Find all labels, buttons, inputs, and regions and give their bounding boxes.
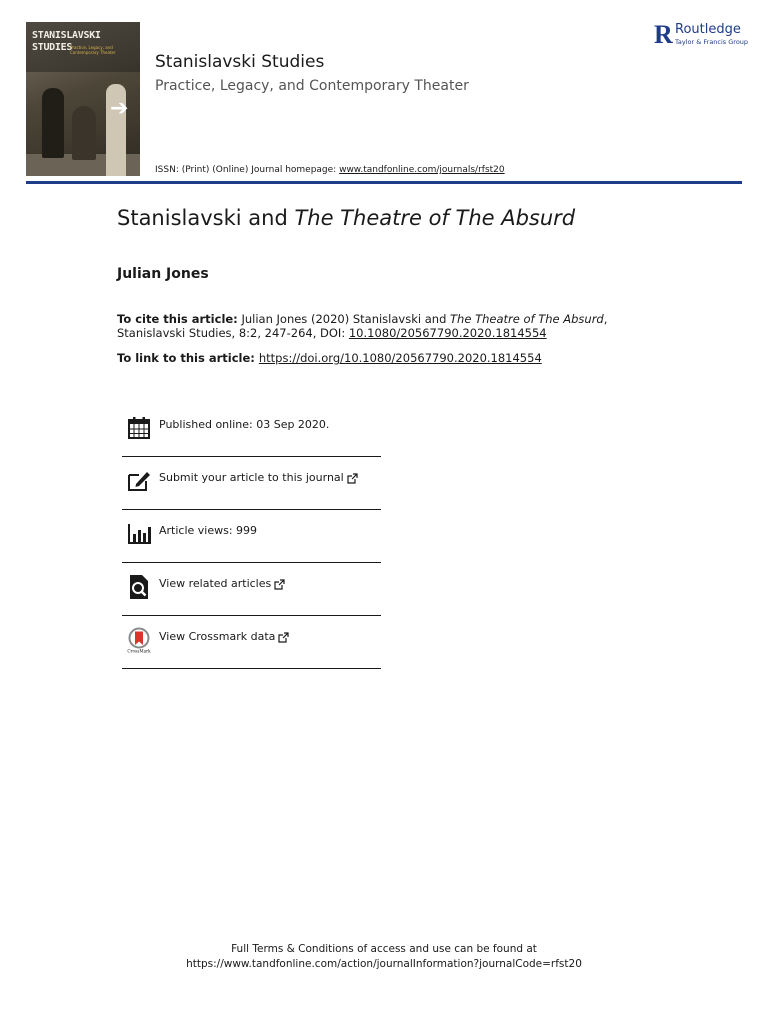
journal-homepage-link[interactable]: www.tandfonline.com/journals/rfst20 [339,165,505,175]
article-link [117,351,542,365]
cover-figure [72,106,96,160]
submit-article-link[interactable] [159,471,358,484]
related-articles-label: View related articles [159,577,272,590]
bar-chart-icon [126,521,152,547]
issn-line [155,165,505,175]
citation-label: To cite this article: [117,312,238,326]
routledge-logo-mark: R [654,20,673,49]
article-views-label: Article views: 999 [159,524,258,537]
cover-title-line2: STUDIES [32,42,73,53]
citation-doi-link[interactable]: 10.1080/20567790.2020.1814554 [348,326,547,340]
header-rule [26,181,742,184]
external-link-icon [347,473,358,484]
citation-text-italic: The Theatre of The Absurd [450,312,604,326]
article-author: Julian Jones [117,266,209,282]
link-label: To link to this article: [117,351,259,365]
crossmark-item[interactable] [122,616,381,669]
cover-small-text: Practice, Legacy, and Contemporary Theater [70,45,116,55]
journal-cover-image [26,22,140,176]
footer [0,942,768,972]
journal-title: Stanislavski Studies [155,52,325,72]
published-online-label: Published online: 03 Sep 2020. [159,418,330,431]
article-title-plain: Stanislavski and [117,206,295,230]
publisher-tagline: Taylor & Francis Group [675,38,749,46]
external-link-icon [278,632,289,643]
citation-text-after: , Stanislavski Studies, 8:2, 247-264, DOI: [117,312,608,340]
footer-line1: Full Terms & Conditions of access and use can be found at [231,943,537,955]
related-articles-link[interactable] [159,577,285,590]
cover-title-line1: STANISLAVSKI [32,30,101,41]
publisher-name: Routledge [675,22,741,37]
arrow-right-icon: ➔ [110,96,129,121]
crossmark-caption: CrossMark [127,648,151,653]
article-views-item [122,510,381,563]
external-link-icon [274,579,285,590]
article-title-italic: The Theatre of The Absurd [294,206,576,230]
article-actions [122,404,381,669]
crossmark-link[interactable] [159,630,289,643]
cover-figure [42,88,64,158]
search-document-icon [126,574,152,600]
publisher-logo[interactable] [652,21,748,49]
issn-text: ISSN: (Print) (Online) Journal homepage: [155,165,340,175]
crossmark-label: View Crossmark data [159,630,276,643]
crossmark-icon [126,627,152,653]
published-online-item [122,404,381,457]
citation [117,312,652,340]
footer-line2: https://www.tandfonline.com/action/journalInformation?journalCode=rfst20 [186,958,582,970]
article-url-link[interactable]: https://doi.org/10.1080/20567790.2020.1814554 [258,351,542,365]
journal-subtitle: Practice, Legacy, and Contemporary Theater [155,78,469,94]
submit-article-item[interactable] [122,457,381,510]
citation-text-before: Julian Jones (2020) Stanislavski and [237,312,451,326]
edit-icon [126,468,152,494]
related-articles-item[interactable] [122,563,381,616]
calendar-icon [126,415,152,441]
article-title [117,206,575,230]
submit-article-label: Submit your article to this journal [159,471,344,484]
